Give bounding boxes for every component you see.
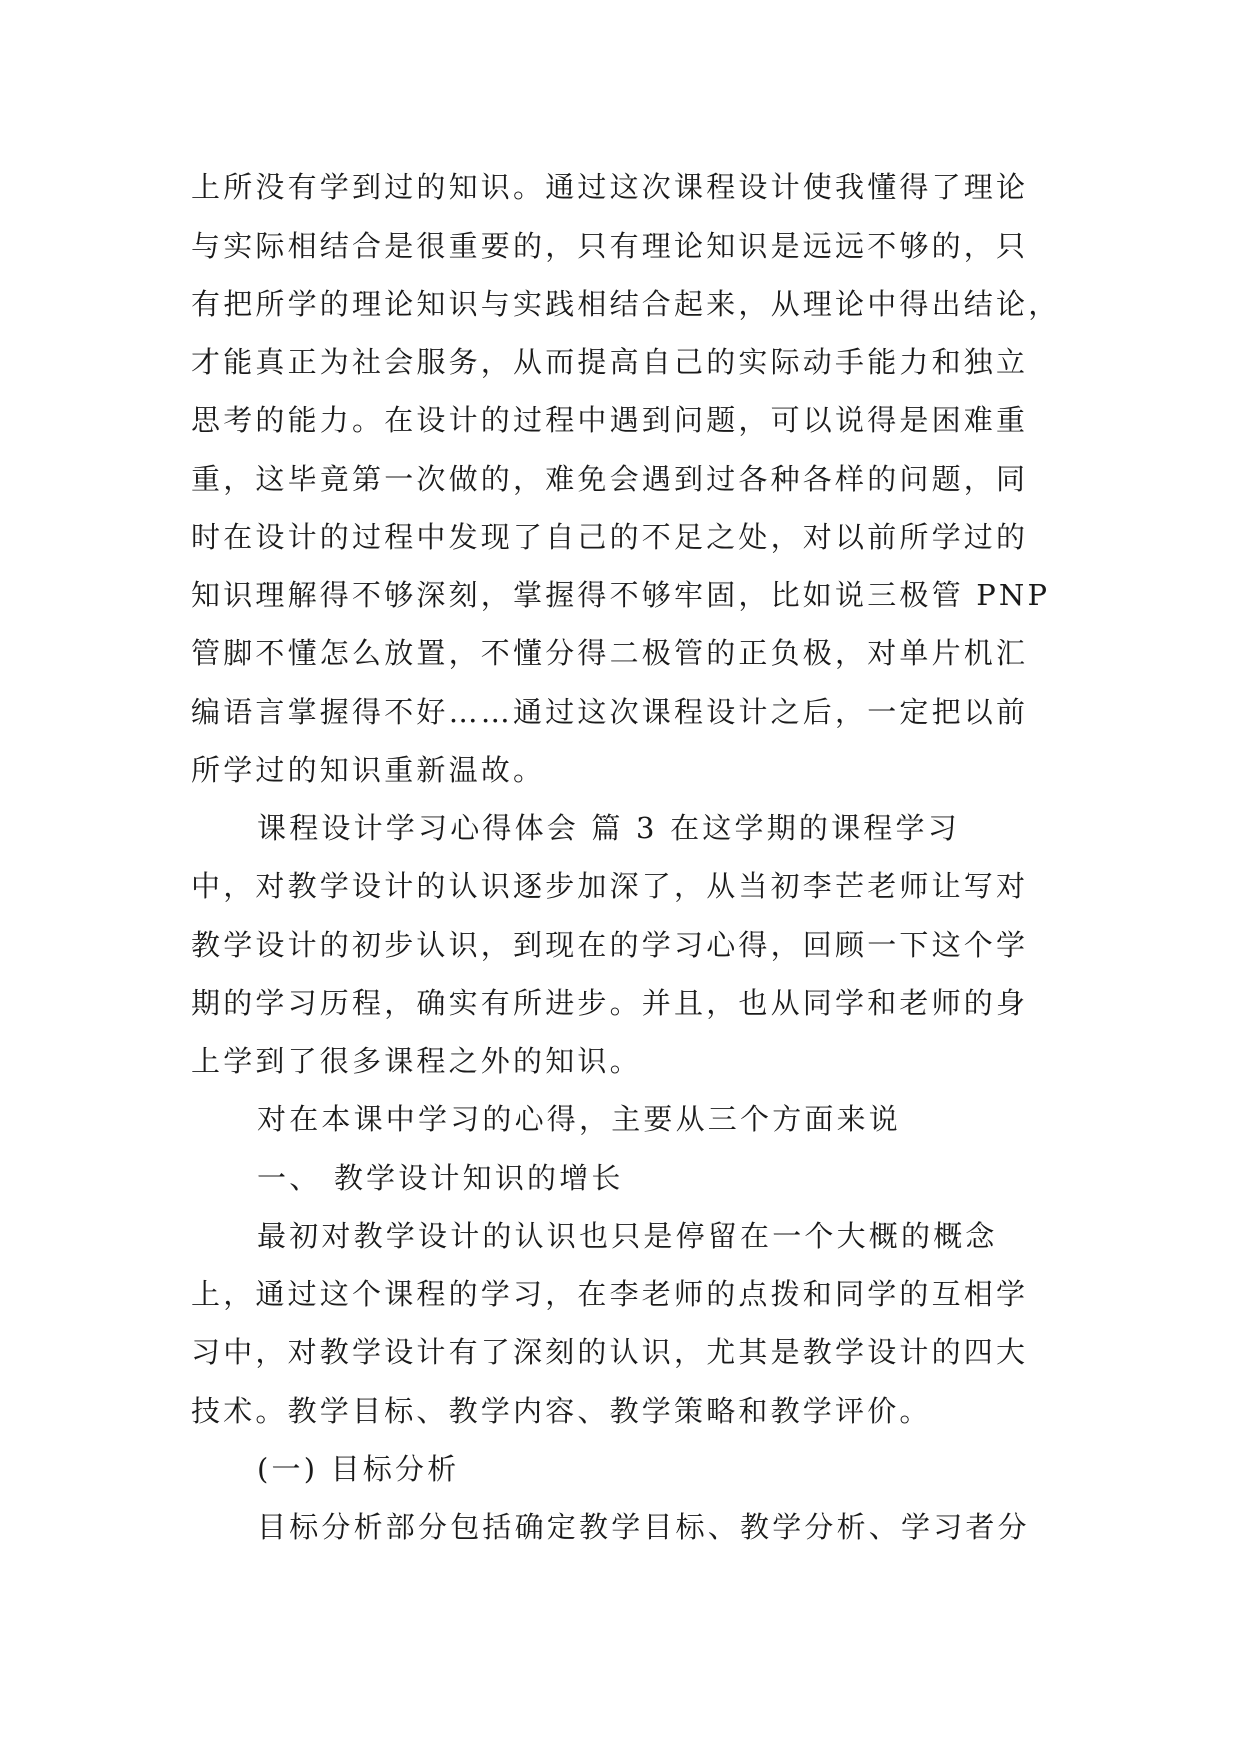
text-line: 目标分析部分包括确定教学目标、教学分析、学习者分 — [257, 1510, 1030, 1544]
text-line: 上学到了很多课程之外的知识。 — [191, 1044, 642, 1078]
subheading: 一、 教学设计知识的增长 — [257, 1161, 624, 1195]
text-line: 中，对教学设计的认识逐步加深了，从当初李芒老师让写对 — [191, 869, 1029, 903]
text-line: 教学设计的初步认识，到现在的学习心得，回顾一下这个学 — [191, 928, 1029, 962]
text-line: 与实际相结合是很重要的，只有理论知识是远远不够的，只 — [191, 229, 1029, 263]
text-line: 思考的能力。在设计的过程中遇到问题，可以说得是困难重 — [191, 403, 1029, 437]
text-line: 重，这毕竟第一次做的，难免会遇到过各种各样的问题，同 — [191, 462, 1029, 496]
text-line: 所学过的知识重新温故。 — [191, 753, 546, 787]
text-line: 上所没有学到过的知识。通过这次课程设计使我懂得了理论 — [191, 170, 1029, 204]
text-line: 技术。教学目标、教学内容、教学策略和教学评价。 — [191, 1394, 932, 1428]
text-line: 管脚不懂怎么放置，不懂分得二极管的正负极，对单片机汇 — [191, 636, 1029, 670]
text-line: 对在本课中学习的心得，主要从三个方面来说 — [257, 1102, 902, 1136]
text-line: 有把所学的理论知识与实践相结合起来，从理论中得出结论， — [191, 287, 1061, 321]
text-line: 知识理解得不够深刻，掌握得不够牢固，比如说三极管 PNP — [191, 578, 1051, 612]
text-line: 习中，对教学设计有了深刻的认识，尤其是教学设计的四大 — [191, 1335, 1029, 1369]
text-line: 最初对教学设计的认识也只是停留在一个大概的概念 — [257, 1219, 998, 1253]
section-heading: 课程设计学习心得体会 篇 3 在这学期的课程学习 — [257, 811, 960, 845]
subheading: (一) 目标分析 — [257, 1452, 460, 1486]
text-line: 时在设计的过程中发现了自己的不足之处，对以前所学过的 — [191, 520, 1029, 554]
text-line: 才能真正为社会服务，从而提高自己的实际动手能力和独立 — [191, 345, 1029, 379]
text-line: 编语言掌握得不好……通过这次课程设计之后，一定把以前 — [191, 695, 1029, 729]
text-line: 期的学习历程，确实有所进步。并且，也从同学和老师的身 — [191, 986, 1029, 1020]
text-line: 上，通过这个课程的学习，在李老师的点拨和同学的互相学 — [191, 1277, 1029, 1311]
